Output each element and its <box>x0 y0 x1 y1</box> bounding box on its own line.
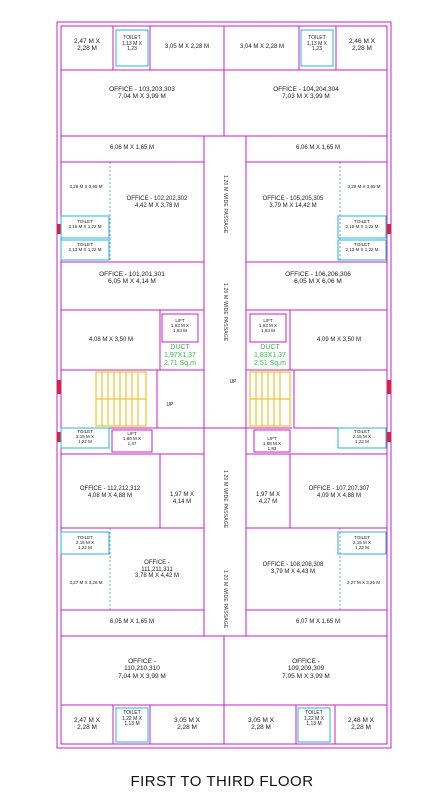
passage-label-3: 1.20 M WIDE PASSAGE <box>222 470 228 529</box>
toilet-tl: TOILET 1,13 M X 1,23 <box>121 35 142 53</box>
office-112: OFFICE - 112,212,312 4,08 M X 4,88 M <box>79 486 141 499</box>
room-l-mid2: 1,97 M X 4,14 M <box>169 492 194 505</box>
toilet-l3: TOILET 2,15 M X 1,22 M <box>75 429 94 445</box>
toilet-l1: TOILET 2,15 M X 1,22 M <box>68 219 102 230</box>
passage-label-4: 1.20 M WIDE PASSAGE <box>222 570 228 629</box>
passage-l1: 6,06 M X 1,65 M <box>109 145 155 151</box>
toilet-bl: TOILET 1,22 M X 1,13 M <box>121 710 142 728</box>
room-tl-small: 2,47 M X 2,28 M <box>73 38 100 53</box>
floor-title: FIRST TO THIRD FLOOR <box>130 773 314 790</box>
toilet-tr: TOILET 1,13 M X 1,23 <box>306 35 327 53</box>
toilet-r1: TOILET 2,15 M X 1,22 M <box>345 219 379 230</box>
room-top-c2: 3,04 M X 2,28 M <box>239 44 285 50</box>
room-l-mid: 4,08 M X 3,50 M <box>88 337 134 343</box>
room-bl-small: 2,47 M X 2,28 M <box>73 717 100 732</box>
room-bottom-c1: 3,05 M X 2,28 M <box>173 717 200 732</box>
room-r-tiny1: 3,29 M X 3,65 M <box>347 184 381 189</box>
lift-l: LIFT 1,63 M X 1,63 M <box>170 318 189 334</box>
room-r-tiny2: 3,27 M X 3,26 M <box>346 580 381 585</box>
lift-l2: LIFT 1,80 M X 1,47 <box>122 431 141 447</box>
room-tr-small: 2,46 M X 2,28 M <box>348 38 375 53</box>
room-r-mid2: 1,97 M X 4,27 M <box>255 492 280 505</box>
lift-r: LIFT 1,63 M X 1,63 M <box>258 318 277 334</box>
lift-r2: LIFT 1,88 M X 1,83 <box>262 436 281 452</box>
up-r: UP <box>229 379 237 385</box>
up-l: UP <box>166 402 174 408</box>
passage-r1: 6,06 M X 1,65 M <box>295 145 341 151</box>
office-101: OFFICE - 101,201,301 6,05 M X 4,14 M <box>99 271 165 286</box>
office-106: OFFICE - 106,206,306 6,05 M X 6,06 M <box>285 271 351 286</box>
passage-l2: 6,05 M X 1,65 M <box>109 619 155 625</box>
office-105: OFFICE - 105,205,305 3,79 M X 14,42 M <box>262 196 324 209</box>
toilet-l2: TOILET 2,13 M X 1,22 M <box>68 242 102 253</box>
room-l-tiny1: 3,28 M X 3,65 M <box>69 184 103 189</box>
toilet-r4: TOILET 2,15 M X 1,22 M <box>352 535 371 551</box>
passage-r2: 6,07 M X 1,65 M <box>295 619 341 625</box>
room-bottom-c2: 3,05 M X 2,28 M <box>247 717 274 732</box>
duct-l: DUCT 1,97X1,37 2,71 Sq.m <box>164 344 196 367</box>
office-104: OFFICE - 104,204,304 7,03 M X 3,99 M <box>273 86 339 101</box>
toilet-l4: TOILET 2,15 M X 1,22 M <box>75 535 94 551</box>
room-l-tiny2: 3,27 M X 3,26 M <box>69 580 103 585</box>
room-r-mid: 4,09 M X 3,50 M <box>316 337 362 343</box>
office-111: OFFICE - 111,211,311 3,78 M X 4,42 M <box>134 560 180 580</box>
passage-label-1: 1.20 M WIDE PASSAGE <box>222 175 228 234</box>
office-107: OFFICE - 107,207,307 4,09 M X 4,88 M <box>308 486 370 499</box>
room-top-c1: 3,05 M X 2,28 M <box>164 44 210 50</box>
passage-label-2: 1.20 M WIDE PASSAGE <box>222 283 228 342</box>
office-109: OFFICE - 109,209,309 7,05 M X 3,99 M <box>282 658 330 680</box>
office-102: OFFICE - 102,202,302 4,42 M X 3,78 M <box>126 196 188 209</box>
toilet-r3: TOILET 2,15 M X 1,22 M <box>352 429 371 445</box>
office-103: OFFICE - 103,203,303 7,04 M X 3,99 M <box>109 86 175 101</box>
room-br-small: 2,48 M X 2,28 M <box>347 717 374 732</box>
toilet-br: TOILET 1,22 M X 1,13 M <box>303 710 324 728</box>
office-110: OFFICE - 110,210,310 7,04 M X 3,99 M <box>118 658 166 680</box>
office-108: OFFICE - 108,208,308 3,79 M X 4,43 M <box>262 562 324 575</box>
toilet-r2: TOILET 2,13 M X 1,22 M <box>345 242 379 253</box>
duct-r: DUCT 1,83X1,37 2,51 Sq.m <box>254 344 286 367</box>
